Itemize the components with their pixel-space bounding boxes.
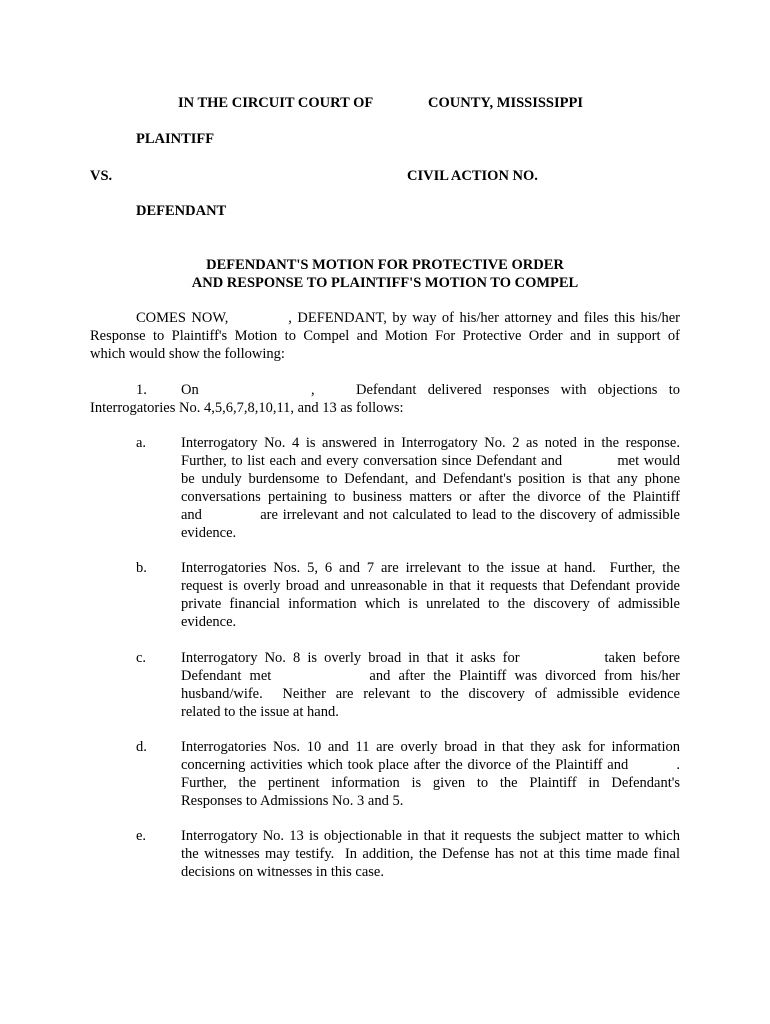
defendant-label: DEFENDANT: [136, 203, 227, 219]
subitem-letter: b.: [136, 560, 147, 576]
subitem-line: evidence.: [181, 525, 237, 541]
subitem-line: Interrogatories Nos. 5, 6 and 7 are irrelevant to the issue at hand. Further, the: [181, 560, 680, 576]
subitem-letter: a.: [136, 435, 147, 451]
subitem-d-text: [181, 738, 680, 810]
subitem-line: Responses to Admissions No. 3 and 5.: [181, 793, 404, 809]
subitem-c-text: [181, 649, 680, 721]
subitem-a-text: [181, 434, 680, 542]
subitem-line: concerning activities which took place after the divorce of the Plaintiff and .: [181, 757, 680, 773]
court-county-suffix: COUNTY, MISSISSIPPI: [428, 95, 583, 111]
intro-line: COMES NOW, , DEFENDANT, by way of his/her attorney and files this his/her: [136, 310, 680, 326]
subitem-line: the witnesses may testify. In addition, the Defense has not at this time made final: [181, 846, 680, 862]
subitem-line: Interrogatories Nos. 10 and 11 are overly broad in that they ask for information: [181, 739, 680, 755]
motion-title-line-1: DEFENDANT'S MOTION FOR PROTECTIVE ORDER: [206, 257, 564, 273]
subitem-line: related to the issue at hand.: [181, 704, 339, 720]
item-1-number: 1.: [136, 382, 147, 398]
subitem-b-text: [181, 559, 680, 631]
item-1-line-2: Interrogatories No. 4,5,6,7,8,10,11, and 13 as follows:: [90, 400, 404, 416]
item-1-comma: ,: [311, 382, 315, 398]
subitem-line: be unduly burdensome to Defendant, and Defendant's position is that any phone: [181, 471, 680, 487]
intro-paragraph: [90, 309, 680, 363]
subitem-line: private financial information which is unrelated to the discovery of admissible: [181, 596, 680, 612]
intro-line: Response to Plaintiff's Motion to Compel and Motion For Protective Order and in support of: [90, 328, 680, 344]
motion-title-line-2: AND RESPONSE TO PLAINTIFF'S MOTION TO COMPEL: [191, 275, 579, 291]
subitem-line: Defendant met and after the Plaintiff was divorced from his/her: [181, 668, 680, 684]
subitem-line: and are irrelevant and not calculated to lead to the discovery of admissible: [181, 507, 680, 523]
subitem-line: request is overly broad and unreasonable in that it requests that Defendant provide: [181, 578, 680, 594]
subitem-line: Further, the pertinent information is given to the Plaintiff in Defendant's: [181, 775, 680, 791]
item-1-text: Defendant delivered responses with objections to: [356, 382, 680, 398]
subitem-line: Interrogatory No. 8 is overly broad in that it asks for taken before: [181, 650, 680, 666]
subitem-line: decisions on witnesses in this case.: [181, 864, 384, 880]
subitem-line: evidence.: [181, 614, 237, 630]
versus-label: VS.: [90, 168, 113, 184]
plaintiff-label: PLAINTIFF: [136, 131, 215, 147]
intro-line: which would show the following:: [90, 346, 285, 362]
civil-action-label: CIVIL ACTION NO.: [407, 168, 538, 184]
subitem-line: conversations pertaining to business matters or after the divorce of the Plaintiff: [181, 489, 680, 505]
subitem-letter: e.: [136, 828, 147, 844]
subitem-letter: c.: [136, 650, 147, 666]
subitem-line: Interrogatory No. 4 is answered in Interrogatory No. 2 as noted in the response.: [181, 435, 680, 451]
item-1-on: On: [181, 382, 199, 398]
subitem-line: Further, to list each and every conversation since Defendant and met would: [181, 453, 680, 469]
subitem-line: husband/wife. Neither are relevant to the discovery of admissible evidence: [181, 686, 680, 702]
subitem-letter: d.: [136, 739, 147, 755]
subitem-e-text: [181, 827, 680, 881]
subitem-line: Interrogatory No. 13 is objectionable in that it requests the subject matter to which: [181, 828, 680, 844]
court-name-prefix: IN THE CIRCUIT COURT OF: [178, 95, 374, 111]
